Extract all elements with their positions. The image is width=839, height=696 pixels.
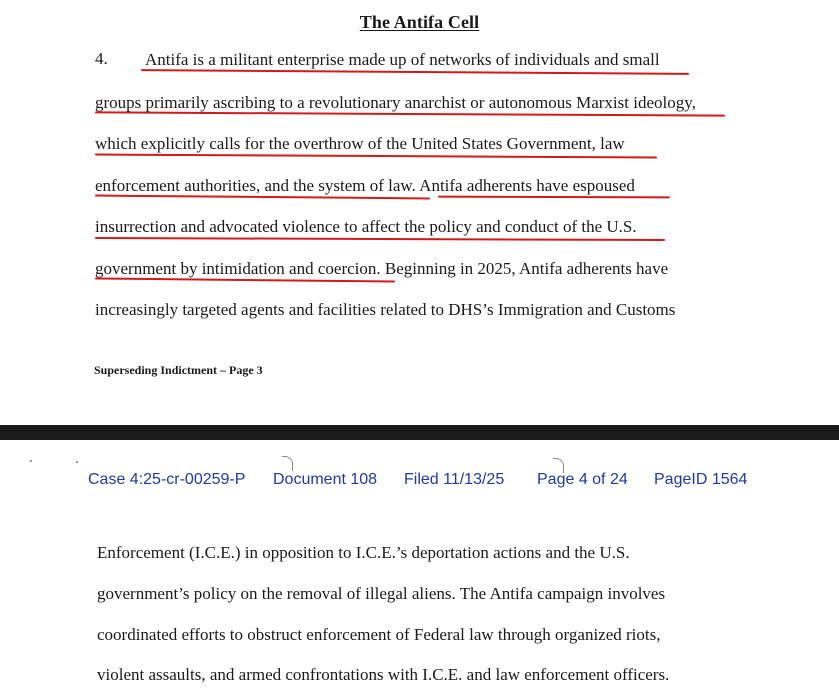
red-underline [95, 154, 657, 159]
text-line: Enforcement (I.C.E.) in opposition to I.C.E.’s deportation actions and the U.S. [97, 543, 630, 562]
text-line: enforcement authorities, and the system of law. Antifa adherents have espoused [95, 176, 635, 195]
ecf-header-stamp [0, 471, 839, 493]
scan-speck [30, 460, 32, 462]
page-footer: Superseding Indictment – Page 3 [94, 363, 263, 377]
text-line: groups primarily ascribing to a revolutionary anarchist or autonomous Marxist ideology, [95, 93, 696, 112]
red-underline [438, 196, 670, 199]
page-divider [0, 425, 839, 440]
text-line: violent assaults, and armed confrontations with I.C.E. and law enforcement officers. [97, 665, 670, 684]
page-count: Page 4 of 24 [537, 471, 628, 488]
scan-speck [76, 461, 78, 463]
text-line: increasingly targeted agents and facilities related to DHS’s Immigration and Customs [95, 300, 676, 319]
text-line: coordinated efforts to obstruct enforcement of Federal law through organized riots, [97, 625, 661, 644]
document-number: Document 108 [273, 471, 378, 488]
case-number: Case 4:25-cr-00259-P [88, 471, 246, 488]
section-title: The Antifa Cell [359, 12, 480, 32]
page-id: PageID 1564 [654, 471, 748, 488]
red-underline [95, 237, 665, 241]
text-line: insurrection and advocated violence to affect the policy and conduct of the U.S. [95, 217, 637, 236]
text-line: which explicitly calls for the overthrow of the United States Government, law [95, 134, 625, 153]
paragraph-number: 4. [95, 49, 108, 68]
text-line: government by intimidation and coercion. Beginning in 2025, Antifa adherents have [95, 259, 669, 278]
filed-date: Filed 11/13/25 [404, 471, 505, 488]
text-line: government’s policy on the removal of illegal aliens. The Antifa campaign involves [97, 584, 666, 603]
text-line: Antifa is a militant enterprise made up of networks of individuals and small [145, 50, 660, 69]
scan-mark [282, 456, 293, 471]
